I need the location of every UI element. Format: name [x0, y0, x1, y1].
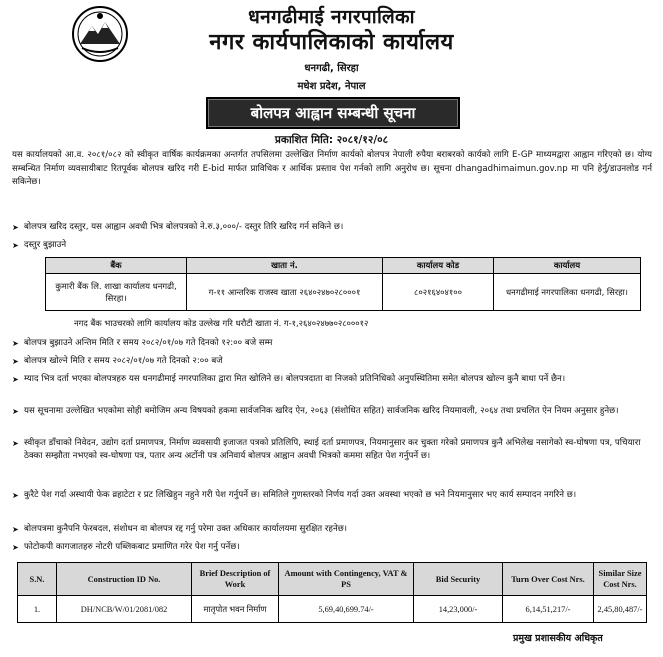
sn-cell: 1.: [18, 596, 57, 623]
list-item: [12, 373, 660, 386]
bid-security-header: Bid Security: [414, 563, 503, 596]
bank-header: बैंक: [46, 258, 187, 274]
office-code-header: कार्यालय कोड: [383, 258, 494, 274]
account-cell: ग-११ आन्तरिक राजस्व खाता २६४०२४७०२८०००१: [187, 274, 383, 311]
municipality-name: धनगढीमाई नगरपालिका: [248, 6, 415, 28]
publish-date: प्रकाशित मिति: २०८१/१२/०८: [274, 134, 389, 146]
bank-cell: कुमारी बैंक लि. शाखा कार्यालय धनगढी, सिरहा।: [46, 274, 187, 311]
list-item-text: स्वीकृत डाँचाको निवेदन, उद्योग दर्ता प्रमाणपत्र, निर्माण व्यवसायी इजाजत पत्रको प्रतिलिपि, स्थाई दर्ता प्रमाणपत्र, नियमानुसार कर चुक्ता गरेको प्रमाणपत्र कुनै अभिलेख नसागेको स्व-घोषणा पत्र, पचियारा ठेक्का सम्झौता नभएको स्व-घोषणा पत्र, पतार अन्य अर्टोनी पत्र अनिवार्य बोलपत्र आह्वान अवधी भित्रको कममा सहित पेश गर्नुपर्ने छ।: [24, 438, 641, 461]
bullet-arrow-icon: ➤: [12, 339, 19, 348]
amount-header: Amount with Contingency, VAT & PS: [279, 563, 414, 596]
description-header: Brief Description of Work: [192, 563, 279, 596]
list-item-text: बोलपत्र खरिद दस्तुर, यस आह्वान अवधी भित्र बोलपत्रको ने.रु.३,०००/- दस्तुर तिरि खरिद गर्न सकिने छ।: [24, 222, 344, 232]
deposit-note: नगद बैंक भाउचरको लागि कार्यालय कोड उल्लेख गरि धरौटी खाता नं. ग-१,२६४०२४७७०२८०००१२: [74, 318, 369, 328]
description-cell: मातृपोत भवन निर्माण: [192, 596, 279, 623]
list-item: [12, 355, 660, 368]
address-line-1: धनगढी, सिरहा: [304, 63, 359, 74]
similar-size-cell: 2,45,80,487/-: [594, 596, 647, 623]
bullet-arrow-icon: ➤: [12, 357, 19, 366]
bullet-arrow-icon: ➤: [12, 439, 19, 448]
similar-size-header: Similar Size Cost Nrs.: [594, 563, 647, 596]
office-header: कार्यालय: [494, 258, 641, 274]
bullet-arrow-icon: ➤: [12, 491, 19, 500]
turnover-header: Turn Over Cost Nrs.: [503, 563, 594, 596]
list-item-text: बोलपत्रमा कुनैपनि फेरबदल, संशोधन वा बोलपत्र रद्द गर्नु परेमा उक्त अधिकार कार्यालयमा सुरक्षित रहनेछ।: [24, 524, 348, 534]
table-row: [46, 274, 641, 311]
construction-id-cell: DH/NCB/W/01/2081/082: [57, 596, 192, 623]
bullet-arrow-icon: ➤: [12, 241, 19, 250]
turnover-cell: 6,14,51,217/-: [503, 596, 594, 623]
list-item-text: यस सूचनामा उल्लेखित भएकोमा सोही बमोजिम अन्य विषयको हकमा सार्वजनिक खरिद ऐन, २०६३ (संशोधित सहित) सार्वजनिक खरिद नियमावली, २०६४ तथा प्रचलित ऐन नियम अनुसार हुनेछ।: [24, 406, 619, 416]
list-item-text: कुरैटे पेश गर्दा अस्थायी फेक व्रहाटेटा र प्रट लिखिहुन नहुने गरी पेश गर्नुपर्ने छ। समितिले गुणस्तरको निर्णय गर्दा उक्त अवस्था भएको छ भने नियमानुसार भए कार्य सम्पादन नगरिने छ।: [24, 490, 577, 500]
work-table: [17, 562, 647, 623]
list-item: [12, 239, 660, 252]
office-cell: धनगढीमाई नगरपालिका धनगढी, सिरहा।: [494, 274, 641, 311]
office-title: नगर कार्यपालिकाको कार्यालय: [209, 30, 454, 55]
bullet-arrow-icon: ➤: [12, 543, 19, 552]
list-item: [12, 489, 660, 502]
account-header: खाता नं.: [187, 258, 383, 274]
list-item: [12, 337, 660, 350]
bullet-arrow-icon: ➤: [12, 375, 19, 384]
bullet-arrow-icon: ➤: [12, 525, 19, 534]
notice-banner: बोलपत्र आह्वान सम्बन्धी सूचना: [206, 97, 460, 129]
address-line-2: मधेश प्रदेश, नेपाल: [297, 81, 366, 92]
list-item-text: बोलपत्र बुझाउने अन्तिम मिति र समय २०८२/०१/०७ गते दिनको १२:०० बजे सम्म: [24, 338, 273, 348]
office-code-cell: ८०२१६४०४१००: [383, 274, 494, 311]
table-row: [18, 596, 647, 623]
list-item: [12, 405, 660, 418]
list-item: [12, 523, 660, 536]
bullet-arrow-icon: ➤: [12, 223, 19, 232]
list-item: [12, 221, 660, 234]
list-item: [12, 437, 660, 463]
intro-paragraph: यस कार्यालयको आ.व. २०८१/०८२ को स्वीकृत वार्षिक कार्यक्रमका अन्तर्गत तपसिलमा उल्लेखित निर्माण कार्यको बोलपत्र नेपाली रुपैया बराबरको कार्यको लागि E-GP माध्यमद्वारा आह्वान गरिएको छ। योग्य सम्बन्धित निर्माण व्यवसायीबाट रितपूर्वक बोलपत्र खरिद गरी E-bid मार्फत प्राविधिक र आर्थिक प्रस्ताव पेश गर्नको लागि अनुरोध छ। सूचना dhangadhimaimun.gov.np मा पनि हेर्नु/डाउनलोड गर्न सकिनेछ।: [12, 150, 652, 188]
construction-id-header: Construction ID No.: [57, 563, 192, 596]
bank-table: [45, 257, 641, 311]
list-item-text: बोलपत्र खोल्ने मिति र समय २०८२/०१/०७ गते दिनको २:०० बजे: [24, 356, 223, 366]
bullet-arrow-icon: ➤: [12, 407, 19, 416]
list-item-text: म्याद भित्र दर्ता भएका बोलपत्रहरु यस धनगढीमाई नगरपालिका द्वारा मित खोलिने छ। बोलपत्रदाता वा निजको प्रतिनिधिको अनुपस्थितिमा समेत बोलपत्र खोल्न कुनै बाधा पर्ने छैन।: [24, 374, 566, 384]
list-item-text: दस्तुर बुझाउने: [24, 240, 67, 250]
bid-security-cell: 14,23,000/-: [414, 596, 503, 623]
amount-cell: 5,69,40,699.74/-: [279, 596, 414, 623]
signature-title: प्रमुख प्रशासकीय अधिकृत: [513, 633, 603, 644]
list-item-text: फोटोकपी कागजातहरु नोटरी पब्लिकबाट प्रमाणित गरेर पेश गर्नु पर्नेछ।: [24, 542, 240, 552]
sn-header: S.N.: [18, 563, 57, 596]
list-item: [12, 541, 660, 554]
